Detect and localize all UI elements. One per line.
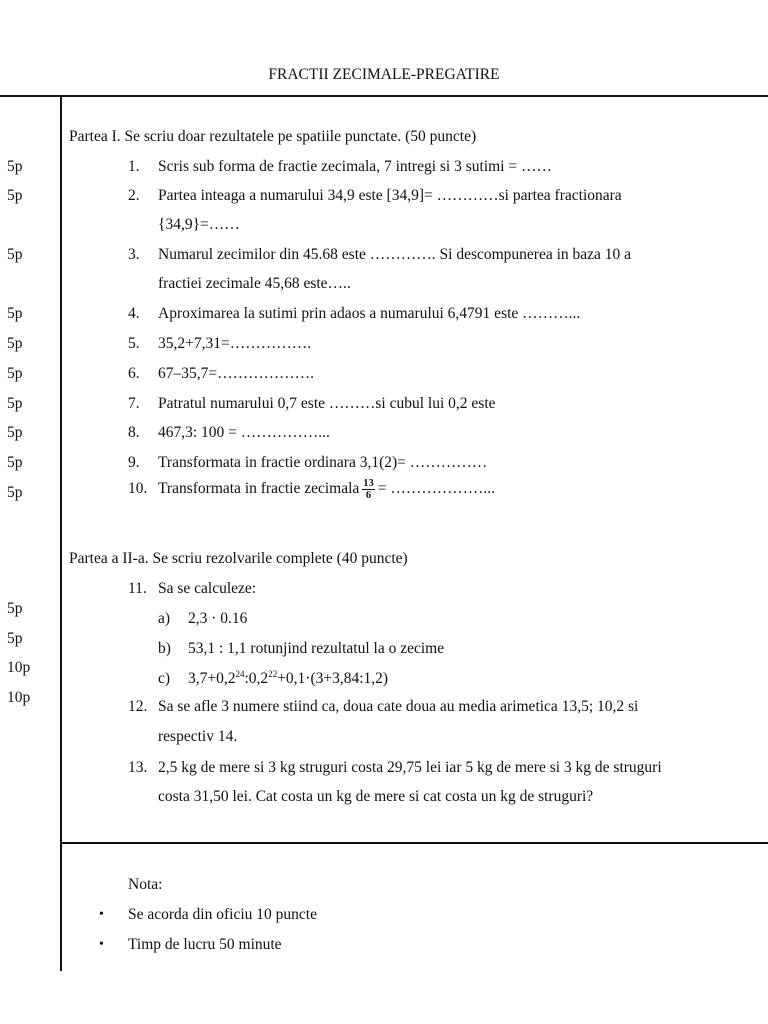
points-item-11a: 5p xyxy=(7,600,23,617)
part1-heading: Partea I. Se scriu doar rezultatele pe spatiile punctate. (50 puncte) xyxy=(69,128,477,145)
points-item-7: 5p xyxy=(7,395,23,412)
subitem-11a: a) 2,3 · 0.16 xyxy=(158,610,248,627)
fraction-13-6: $\frac{13}{6}$ xyxy=(363,478,374,501)
points-item-8: 5p xyxy=(7,424,23,441)
bullet-icon: • xyxy=(99,907,104,922)
points-item-11c: 10p xyxy=(7,659,31,676)
item-12: 12. Sa se afle 3 numere stiind ca, doua cate doua au media arimetica 13,5; 10,2 si xyxy=(128,698,639,715)
item-3: 3. Numarul zecimilor din 45.68 este …………. Si descompunerea in baza 10 a xyxy=(128,246,632,263)
points-item-10: 5p xyxy=(7,484,23,501)
note-label: Nota: xyxy=(128,876,163,893)
item-4: 4. Aproximarea la sutimi prin adaos a numarului 6,4791 este ………... xyxy=(128,305,581,322)
item-11: 11. Sa se calculeze: xyxy=(128,580,257,597)
bullet-icon: • xyxy=(99,937,104,952)
item-2-continuation: {34,9}=…… xyxy=(158,216,240,233)
item-9: 9. Transformata in fractie ordinara 3,1(2)= …………… xyxy=(128,454,488,471)
points-item-5: 5p xyxy=(7,335,23,352)
item-5: 5. 35,2+7,31=……………. xyxy=(128,335,312,352)
item-12-continuation: respectiv 14. xyxy=(158,728,238,745)
points-item-6: 5p xyxy=(7,365,23,382)
points-column-divider xyxy=(60,96,62,971)
points-item-2: 5p xyxy=(7,187,23,204)
bottom-divider xyxy=(61,842,768,844)
item-2: 2. Partea inteaga a numarului 34,9 este [34,9]= …………si partea fractionara xyxy=(128,187,622,204)
subitem-11c: c) $3,7+0,2^{24}:0,2^{22}+0,1\cdot(3+3,84:1,2)$ xyxy=(158,669,389,688)
points-item-12: 10p xyxy=(7,689,31,706)
item-1: 1. Scris sub forma de fractie zecimala, 7 intregi si 3 sutimi = …… xyxy=(128,158,552,175)
points-item-9: 5p xyxy=(7,454,23,471)
item-13-continuation: costa 31,50 lei. Cat costa un kg de mere si cat costa un kg de struguri? xyxy=(158,788,594,805)
item-13: 13. 2,5 kg de mere si 3 kg struguri costa 29,75 lei iar 5 kg de mere si 3 kg de struguri xyxy=(128,759,662,776)
item-8: 8. 467,3: 100 = ……………... xyxy=(128,424,330,441)
points-item-3: 5p xyxy=(7,246,23,263)
top-divider xyxy=(0,95,768,97)
subitem-11b: b) 53,1 : 1,1 rotunjind rezultatul la o zecime xyxy=(158,640,445,657)
item-7: 7. Patratul numarului 0,7 este ………si cubul lui 0,2 este xyxy=(128,395,496,412)
note-bullet-1: Se acorda din oficiu 10 puncte xyxy=(128,906,317,923)
item-10: 10. Transformata in fractie zecimala $\frac{13}{6}$ = ………………... xyxy=(128,478,496,501)
item-6: 6. 67–35,7=………………. xyxy=(128,365,314,382)
points-item-4: 5p xyxy=(7,305,23,322)
part2-heading: Partea a II-a. Se scriu rezolvarile complete (40 puncte) xyxy=(69,550,408,567)
note-bullet-2: Timp de lucru 50 minute xyxy=(128,936,282,953)
item-3-continuation: fractiei zecimale 45,68 este….. xyxy=(158,275,351,292)
points-item-11b: 5p xyxy=(7,630,23,647)
page-title: FRACTII ZECIMALE-PREGATIRE xyxy=(268,66,500,83)
points-item-1: 5p xyxy=(7,158,23,175)
